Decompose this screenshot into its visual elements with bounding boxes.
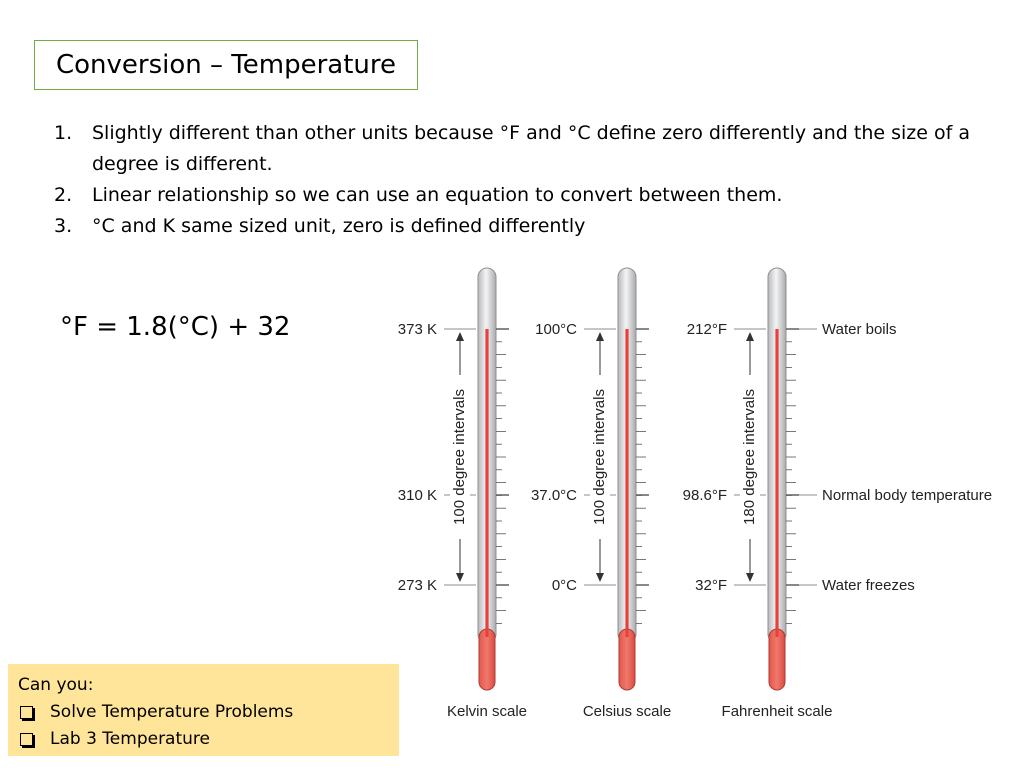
interval-arrow-head: [456, 332, 464, 341]
interval-arrow-head: [596, 573, 604, 582]
interval-arrow-head: [596, 332, 604, 341]
bullet-number: 1.: [54, 122, 73, 144]
can-you-item-text: Solve Temperature Problems: [50, 702, 294, 722]
scale-label: Kelvin scale: [446, 703, 528, 720]
interval-arrow-head: [746, 573, 754, 582]
can-you-item-text: Lab 3 Temperature: [50, 729, 210, 749]
checkbox-icon: [20, 706, 33, 719]
water-boils-label: Water boils: [822, 321, 897, 338]
bullet-number: 3.: [54, 215, 73, 237]
bullet-number: 2.: [54, 184, 73, 206]
scale-label: Celsius scale: [582, 703, 672, 720]
interval-label: 180 degree intervals: [740, 389, 758, 525]
bullet-list: [54, 118, 974, 242]
checkbox-icon: [20, 733, 33, 746]
interval-label: 100 degree intervals: [590, 389, 608, 525]
freeze-label: 0°C: [551, 577, 577, 594]
interval-label: 100 degree intervals: [450, 389, 468, 525]
thermometer-liquid: [625, 329, 628, 637]
interval-arrow-head: [746, 332, 754, 341]
boil-label: 373 K: [397, 321, 437, 338]
bullet-item: [54, 211, 974, 242]
thermometer-diagram: [380, 262, 1020, 732]
thermometer-bulb: [479, 629, 495, 690]
can-you-item: [18, 726, 389, 753]
water-freezes-label: Water freezes: [822, 577, 915, 594]
thermometer-liquid: [775, 329, 778, 637]
bullet-text: °C and K same sized unit, zero is defined differently: [92, 215, 586, 237]
slide-title: Conversion – Temperature: [34, 40, 418, 90]
interval-arrow-head: [456, 573, 464, 582]
conversion-equation: °F = 1.8(°C) + 32: [60, 312, 291, 342]
body-temp-label: 310 K: [397, 487, 437, 504]
can-you-item: [18, 699, 389, 726]
can-you-heading: Can you:: [18, 675, 94, 695]
thermometer-liquid: [485, 329, 488, 637]
boil-label: 212°F: [686, 321, 727, 338]
scale-label: Fahrenheit scale: [721, 703, 833, 720]
body-temperature-label: Normal body temperature: [822, 487, 993, 504]
thermometer-bulb: [619, 629, 635, 690]
bullet-text: Slightly different than other units because °F and °C define zero differently and the size of a degree is different.: [92, 122, 971, 175]
can-you-box: [8, 664, 399, 756]
bullet-item: [54, 118, 974, 180]
body-temp-label: 37.0°C: [530, 487, 577, 504]
body-temp-label: 98.6°F: [682, 487, 727, 504]
bullet-item: [54, 180, 974, 211]
freeze-label: 32°F: [695, 577, 727, 594]
freeze-label: 273 K: [397, 577, 437, 594]
boil-label: 100°C: [535, 321, 577, 338]
thermometer-bulb: [769, 629, 785, 690]
bullet-text: Linear relationship so we can use an equation to convert between them.: [92, 184, 783, 206]
